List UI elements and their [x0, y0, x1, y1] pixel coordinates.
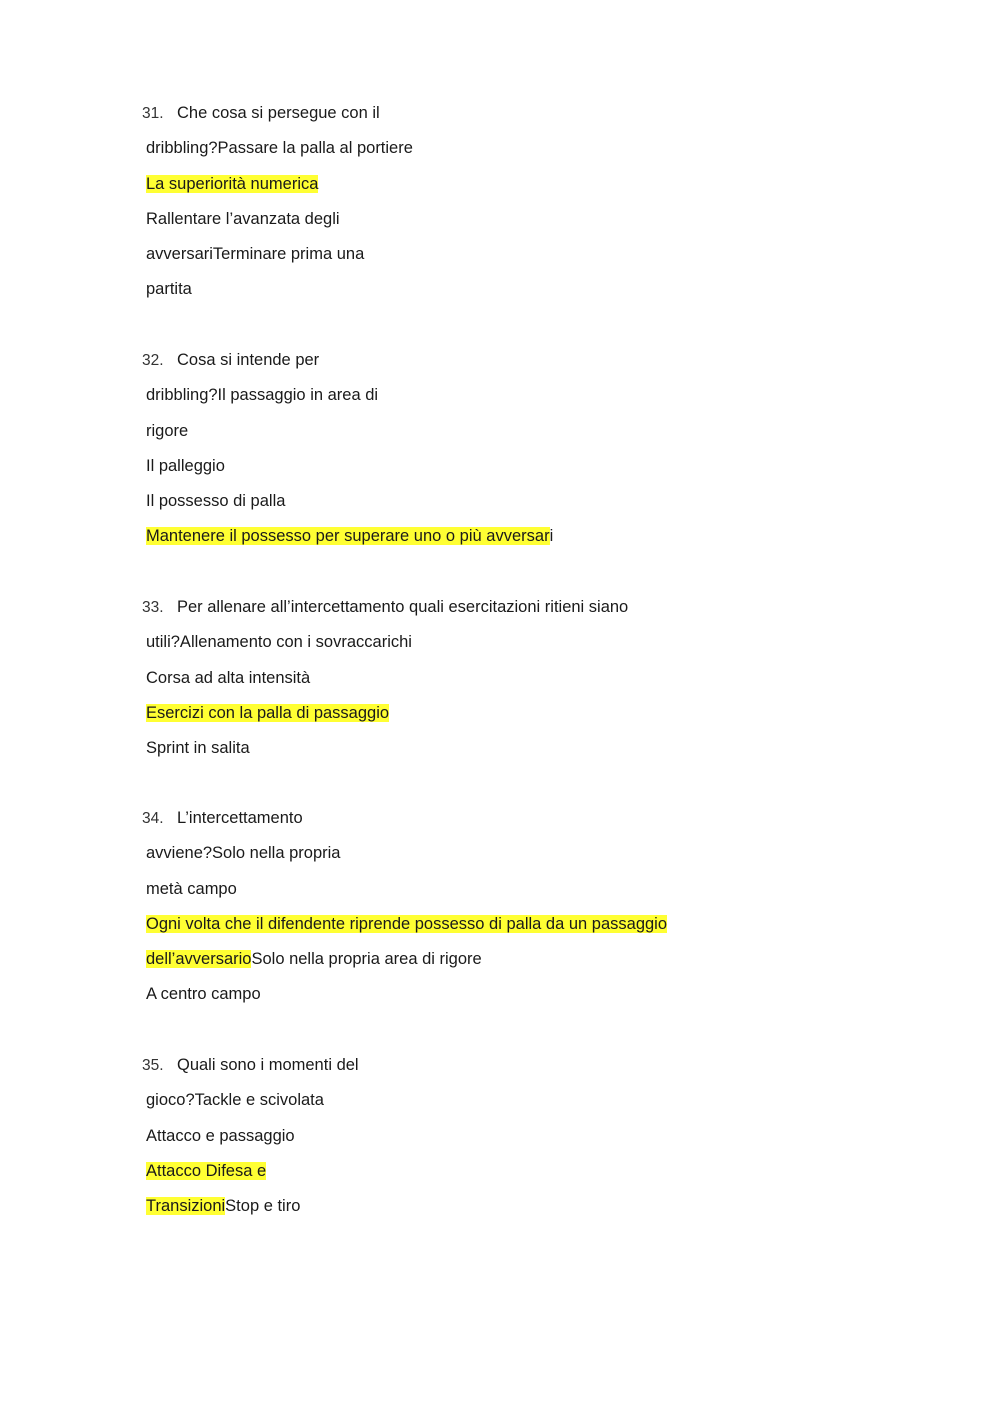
text-segment: Rallentare l’avanzata degli — [146, 209, 340, 228]
answer-line — [142, 449, 842, 484]
text-segment: Per allenare all’intercettamento quali esercitazioni ritieni siano — [177, 598, 629, 616]
answer-line — [142, 625, 842, 660]
answer-line — [142, 484, 842, 519]
highlighted-answer: Attacco Difesa e — [146, 1161, 267, 1180]
question-text — [142, 1048, 842, 1083]
answer-line — [142, 414, 842, 449]
text-segment: Corsa ad alta intensità — [146, 668, 311, 687]
answer-line — [142, 907, 842, 942]
answer-line — [142, 167, 842, 202]
question-block — [142, 590, 842, 766]
answer-line — [142, 696, 842, 731]
answer-line — [142, 872, 842, 907]
answer-line — [142, 661, 842, 696]
highlighted-answer: dell’avversario — [146, 950, 252, 969]
answer-line — [142, 202, 842, 237]
question-block — [142, 96, 842, 308]
question-block — [142, 1048, 842, 1224]
answer-line — [142, 942, 842, 977]
answer-line — [142, 272, 842, 307]
answer-line — [142, 1154, 842, 1189]
text-segment: L’intercettamento — [177, 809, 303, 827]
answer-line — [142, 1119, 842, 1154]
answer-line — [142, 1189, 842, 1224]
answer-line — [142, 131, 842, 166]
question-number: 33. — [142, 599, 164, 616]
text-segment: avviene?Solo nella propria — [146, 844, 341, 863]
question-number: 35. — [142, 1057, 164, 1074]
text-segment: utili?Allenamento con i sovraccarichi — [146, 633, 412, 652]
question-number: 34. — [142, 810, 164, 827]
answer-line — [142, 1083, 842, 1118]
text-segment: Solo nella propria area di rigore — [251, 950, 482, 969]
question-text — [142, 801, 842, 836]
text-segment: Sprint in salita — [146, 739, 250, 758]
text-segment: Attacco e passaggio — [146, 1126, 295, 1145]
highlighted-answer: Transizioni — [146, 1197, 226, 1216]
text-segment: Stop e tiro — [225, 1197, 301, 1216]
highlighted-answer: Esercizi con la palla di passaggio — [146, 703, 390, 722]
text-segment: rigore — [146, 421, 189, 440]
question-text — [142, 343, 842, 378]
highlighted-answer: Ogni volta che il difendente riprende possesso di palla da un passaggio — [146, 914, 668, 933]
answer-line — [142, 378, 842, 413]
text-segment: Il possesso di palla — [146, 492, 286, 511]
text-segment: Cosa si intende per — [177, 351, 320, 369]
answer-line — [142, 977, 842, 1012]
question-text — [142, 96, 842, 131]
question-number: 31. — [142, 105, 164, 122]
text-segment: A centro campo — [146, 985, 261, 1004]
text-segment: Il palleggio — [146, 456, 225, 475]
text-segment: Quali sono i momenti del — [177, 1056, 359, 1074]
highlighted-answer: Mantenere il possesso per superare uno o più avversar — [146, 527, 550, 546]
text-segment: metà campo — [146, 879, 237, 898]
answer-line — [142, 237, 842, 272]
text-segment: gioco?Tackle e scivolata — [146, 1091, 324, 1110]
answer-line — [142, 519, 842, 554]
question-text — [142, 590, 842, 625]
question-block — [142, 801, 842, 1013]
answer-line — [142, 836, 842, 871]
text-segment: i — [549, 527, 554, 546]
answer-line — [142, 731, 842, 766]
question-block — [142, 343, 842, 555]
highlighted-answer: La superiorità numerica — [146, 174, 319, 193]
text-segment: partita — [146, 280, 192, 299]
text-segment: dribbling?Il passaggio in area di — [146, 386, 379, 405]
text-segment: avversariTerminare prima una — [146, 245, 365, 264]
question-number: 32. — [142, 352, 164, 369]
text-segment: dribbling?Passare la palla al portiere — [146, 139, 413, 158]
text-segment: Che cosa si persegue con il — [177, 104, 380, 122]
